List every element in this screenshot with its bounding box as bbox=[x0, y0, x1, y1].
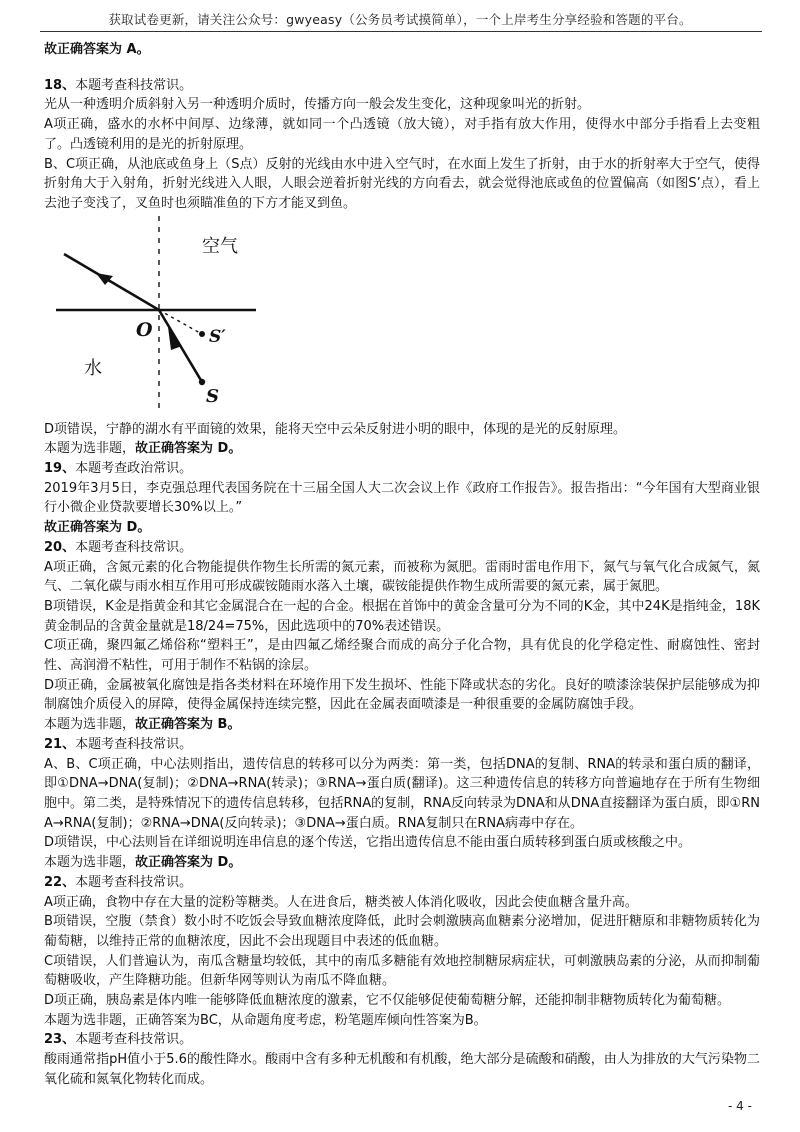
refraction-diagram bbox=[44, 214, 760, 420]
refraction-svg bbox=[56, 214, 296, 414]
q18-para-4: D项错误，宁静的湖水有平面镜的效果，能将天空中云朵反射进小明的眼中，体现的是光的反射原理。 bbox=[44, 421, 627, 437]
point-o-label: O bbox=[136, 318, 153, 341]
q20-number: 20、 bbox=[44, 539, 76, 555]
q19-answer: 故正确答案为 D。 bbox=[44, 520, 151, 536]
q21-answer: 故正确答案为 D。 bbox=[135, 855, 242, 871]
point-s-prime-label: S′ bbox=[209, 326, 226, 347]
q19-heading bbox=[44, 459, 760, 479]
q22-para-3: C项错误，人们普遍认为，南瓜含糖量均较低，其中的南瓜多糖能有效地控制糖尿病症状，可刺激胰岛素的分泌，从而抑制葡萄糖吸收，产生降糖功能。但新华网等则认为南瓜不降血糖。 bbox=[44, 953, 760, 989]
q18-para-2: A项正确，盛水的水杯中间厚、边缘薄，就如同一个凸透镜（放大镜），对手指有放大作用，使得水中部分手指看上去变粗了。凸透镜利用的是光的折射原理。 bbox=[44, 117, 760, 152]
q23-number: 23、 bbox=[44, 1032, 76, 1048]
water-label: 水 bbox=[84, 357, 102, 379]
q20-para-2: B项错误，K金是指黄金和其它金属混合在一起的合金。根据在首饰中的黄金含量可分为不同的K金，其中24K是指纯金，18K黄金制品的含黄金量就是18/24=75%，因此选项中的70%表述错误。 bbox=[44, 598, 760, 634]
point-s-label: S bbox=[206, 385, 219, 407]
header-divider bbox=[40, 31, 762, 32]
q18-number: 18、 bbox=[44, 77, 76, 93]
q21-number: 21、 bbox=[44, 736, 76, 752]
q18-conclusion bbox=[44, 439, 760, 459]
q23-para-1: 酸雨通常指pH值小于5.6的酸性降水。酸雨中含有多种无机酸和有机酸，绝大部分是硫酸和硝酸，由人为排放的大气污染物二氧化硫和氮氧化物转化而成。 bbox=[44, 1052, 760, 1087]
q22-topic: 本题考查科技常识。 bbox=[75, 874, 193, 890]
spacer bbox=[44, 60, 760, 76]
q21-conclusion-text: 本题为选非题， bbox=[44, 855, 136, 871]
point-s-dot bbox=[199, 378, 205, 384]
q20-para-3: C项正确，聚四氟乙烯俗称“塑料王”，是由四氟乙烯经聚合而成的高分子化合物，具有优良的化学稳定性、耐腐蚀性、密封性、高润滑不粘性，可用于制作不粘锅的涂层。 bbox=[44, 638, 760, 674]
air-label: 空气 bbox=[202, 235, 238, 257]
q21-para-2: D项错误，中心法则旨在详细说明连串信息的逐个传送，它指出遗传信息不能由蛋白质转移到蛋白质或核酸之中。 bbox=[44, 835, 692, 851]
q22-para-1: A项正确，食物中存在大量的淀粉等糖类。人在进食后，糖类被人体消化吸收，因此会使血糖含量升高。 bbox=[44, 894, 638, 910]
q22-heading bbox=[44, 873, 760, 893]
document-body bbox=[44, 40, 760, 1090]
q21-topic: 本题考查科技常识。 bbox=[75, 736, 193, 752]
q22-number: 22、 bbox=[44, 874, 76, 890]
q18-para-1: 光从一种透明介质斜射入另一种透明介质时，传播方向一般会发生变化，这种现象叫光的折射。 bbox=[44, 97, 591, 113]
q18-heading bbox=[44, 76, 760, 96]
q18-topic: 本题考查科技常识。 bbox=[75, 77, 193, 93]
q20-answer: 故正确答案为 B。 bbox=[135, 717, 241, 733]
q20-para-1: A项正确，含氮元素的化合物能提供作物生长所需的氮元素，而被称为氮肥。雷雨时雷电作用下，氮气与氧气化合成氮气，氮气、二氧化碳与雨水相互作用可形成碳铵随雨水落入土壤，碳铵能提供作物生成所需要的氮元素，属于氮肥。 bbox=[44, 559, 760, 595]
page-number: - 4 - bbox=[728, 1099, 752, 1113]
q19-number: 19、 bbox=[44, 461, 76, 477]
q20-topic: 本题考查科技常识。 bbox=[75, 539, 193, 555]
point-s-prime-dot bbox=[199, 331, 205, 337]
q23-topic: 本题考查科技常识。 bbox=[75, 1032, 193, 1048]
q22-para-2: B项错误，空腹（禁食）数小时不吃饭会导致血糖浓度降低，此时会刺激胰高血糖素分泌增加，促进肝糖原和非糖物质转化为葡萄糖，以维持正常的血糖浓度，因此不会出现题目中表述的低血糖。 bbox=[44, 914, 760, 949]
incident-ray-arrow bbox=[168, 327, 182, 350]
q23-heading bbox=[44, 1030, 760, 1050]
page-header-notice: 获取试卷更新，请关注公众号：gwyeasy（公务员考试摸简单），一个上岸考生分享经验和答题的平台。 bbox=[108, 12, 692, 27]
prev-answer: 故正确答案为 A。 bbox=[44, 42, 150, 57]
q22-para-4: D项正确，胰岛素是体内唯一能够降低血糖浓度的激素，它不仅能够促使葡萄糖分解，还能抑制非糖物质转化为葡萄糖。 bbox=[44, 993, 731, 1009]
q21-para-1: A、B、C项正确，中心法则指出，遗传信息的转移可以分为两类：第一类，包括DNA的复制、RNA的转录和蛋白质的翻译，即①DNA→DNA(复制)；②DNA→RNA(转录)；③RNA→蛋白质(翻译)。这三种遗传信息的转移方向普遍地存在于所有生物细胞中。第二类，是特殊情况下的遗传信息转移，包括RNA的复制，RNA反向转录为DNA和从DNA直接翻译为蛋白质，即①RNA→RNA(复制)；②RNA→DNA(反向转录)；③DNA→蛋白质。RNA复制只在RNA病毒中存在。 bbox=[44, 756, 760, 831]
refracted-ray bbox=[64, 254, 159, 310]
q19-para-1: 2019年3月5日，李克强总理代表国务院在十三届全国人大二次会议上作《政府工作报告》。报告指出：“今年国有大型商业银行小微企业贷款要增长30%以上。” bbox=[44, 480, 760, 516]
q18-answer: 故正确答案为 D。 bbox=[135, 441, 242, 457]
q20-para-4: D项正确，金属被氧化腐蚀是指各类材料在环境作用下发生损坏、性能下降或状态的劣化。良好的喷漆涂装保护层能够成为抑制腐蚀介质侵入的屏障，使得金属保持连续完整，因此在金属表面喷漆是一种很重要的金属防腐蚀手段。 bbox=[44, 677, 760, 713]
q21-conclusion bbox=[44, 853, 760, 873]
q21-heading bbox=[44, 735, 760, 755]
q22-para-5: 本题为选非题，正确答案为BC，从命题角度考虑，粉笔题库倾向性答案为B。 bbox=[44, 1012, 487, 1028]
refracted-ray-arrow bbox=[96, 273, 113, 285]
q20-heading bbox=[44, 538, 760, 558]
q18-para-3: B、C项正确，从池底或鱼身上（S点）反射的光线由水中进入空气时，在水面上发生了折射，由于水的折射率大于空气，使得折射角大于入射角，折射光线进入人眼，人眼会逆着折射光线的方向看去，就会觉得池底或鱼的位置偏高（如图S’点），看上去池子变浅了，叉鱼时也须瞄准鱼的下方才能叉到鱼。 bbox=[44, 156, 760, 211]
q18-conclusion-text: 本题为选非题， bbox=[44, 441, 136, 457]
q20-conclusion bbox=[44, 715, 760, 735]
q19-topic: 本题考查政治常识。 bbox=[75, 461, 193, 477]
q20-conclusion-text: 本题为选非题， bbox=[44, 717, 136, 733]
